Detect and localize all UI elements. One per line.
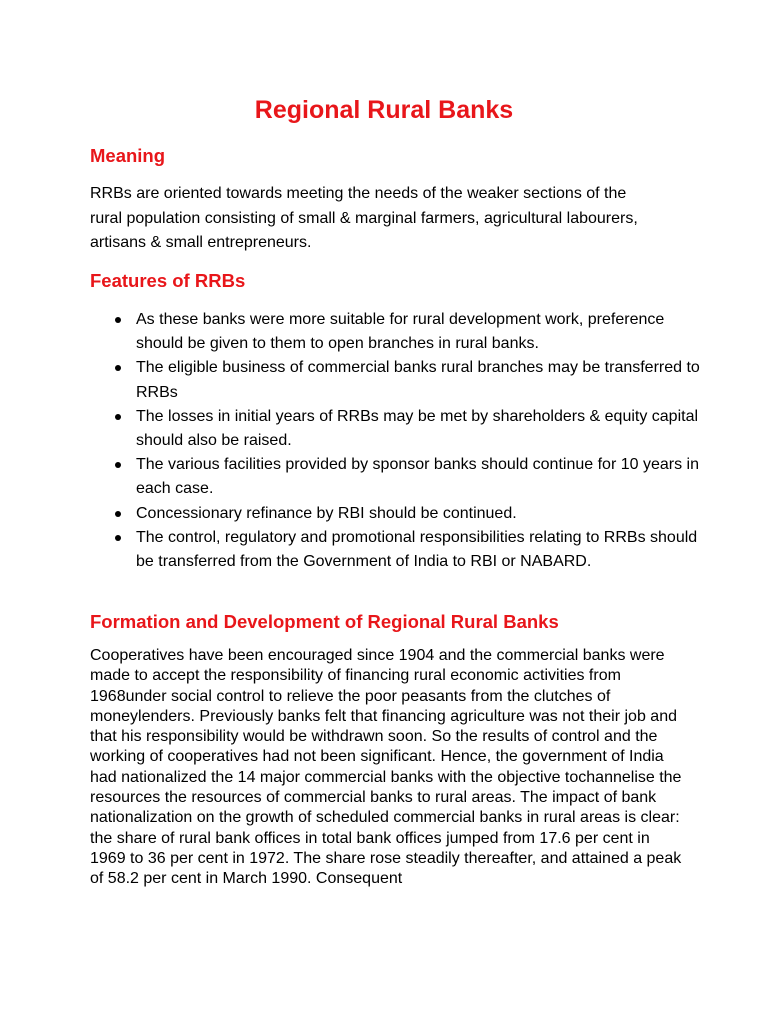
formation-paragraph: Cooperatives have been encouraged since 1904 and the commercial banks were made to accept the responsibility of financing rural economic activities from 1968under social control to relieve the poor peasants from the clutches of moneylenders. Previously banks felt that financing agriculture was not their job and that his responsibility would be withdrawn soon. So the results of control and the working of cooperatives had not been significant. Hence, the government of India had nationalized the 14 major commercial banks with the objective tochannelise the resources the resources of commercial banks to rural areas. The impact of bank nationalization on the growth of scheduled commercial banks in rural areas is clear: the share of rural bank offices in total bank offices jumped from 17.6 per cent in 1969 to 36 per cent in 1972. The share rose steadily thereafter, and attained a peak of 58.2 per cent in March 1990. Consequent bbox=[90, 647, 682, 888]
list-item-text: The control, regulatory and promotional responsibilities relating to RRBs should be transferred from the Government of India to RBI or NABARD. bbox=[136, 528, 698, 571]
list-item-text: Concessionary refinance by RBI should be continued. bbox=[136, 504, 517, 522]
bullet-icon bbox=[115, 462, 121, 468]
list-item bbox=[90, 526, 710, 574]
list-item-text: The losses in initial years of RRBs may be met by shareholders & equity capital should also be raised. bbox=[136, 407, 699, 450]
bullet-icon bbox=[115, 414, 121, 420]
features-list bbox=[90, 308, 710, 574]
meaning-paragraph: RRBs are oriented towards meeting the needs of the weaker sections of the rural population consisting of small & marginal farmers, agricultural labourers, artisans & small entrepreneurs. bbox=[90, 185, 638, 251]
formation-heading: Formation and Development of Regional Rural Banks bbox=[90, 611, 559, 632]
list-item-text: The eligible business of commercial banks rural branches may be transferred to RRBs bbox=[136, 359, 700, 401]
bullet-icon bbox=[115, 535, 121, 541]
bullet-icon bbox=[115, 365, 121, 371]
list-item bbox=[90, 453, 710, 501]
bullet-icon bbox=[115, 317, 121, 323]
list-item bbox=[90, 308, 710, 356]
features-heading: Features of RRBs bbox=[90, 270, 246, 291]
list-item-text: As these banks were more suitable for rural development work, preference should be given to them to open branches in rural banks. bbox=[136, 311, 665, 353]
list-item-text: The various facilities provided by sponsor banks should continue for 10 years in each case. bbox=[136, 456, 699, 498]
meaning-heading: Meaning bbox=[90, 145, 166, 166]
list-item bbox=[90, 356, 710, 404]
list-item bbox=[90, 405, 710, 453]
bullet-icon bbox=[115, 511, 121, 517]
list-item bbox=[90, 502, 710, 526]
page-title: Regional Rural Banks bbox=[254, 96, 514, 124]
